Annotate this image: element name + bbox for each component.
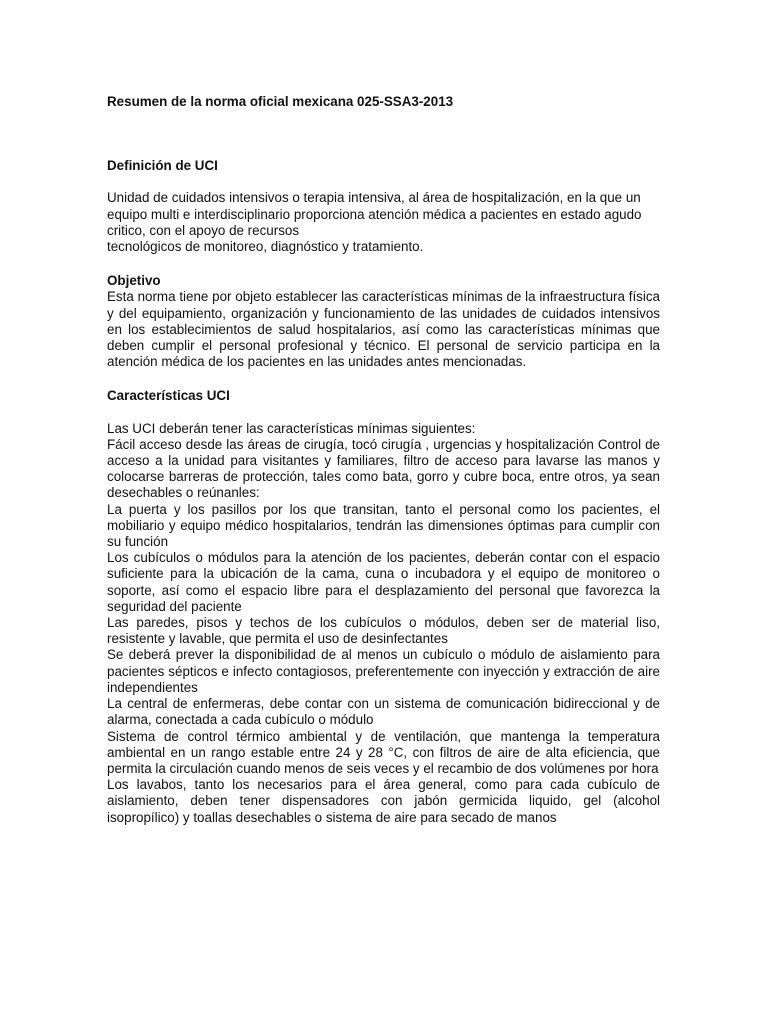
document-title: Resumen de la norma oficial mexicana 025-SSA3-2013 [107, 94, 454, 109]
caracteristica-item: La central de enfermeras, debe contar con un sistema de comunicación bidireccional y de alarma, conectada a cada cubículo o módulo [107, 696, 660, 728]
section-heading-objetivo: Objetivo [107, 273, 161, 289]
caracteristica-item: Los lavabos, tanto los necesarios para el área general, como para cada cubículo de aislamiento, deben tener dispensadores con jabón germicida liquido, gel (alcohol isopropílico) y toallas desechables o sistema de aire para secado de manos [107, 777, 660, 825]
caracteristica-item: Sistema de control térmico ambiental y de ventilación, que mantenga la temperatura ambiental en un rango estable entre 24 y 28 °C, con filtros de aire de alta eficiencia, que permita la circulación cuando menos de seis veces y el recambio de dos volúmenes por hora [107, 728, 660, 776]
caracteristica-item: Se deberá prever la disponibilidad de al menos un cubículo o módulo de aislamiento para pacientes sépticos e infecto contagiosos, preferentemente con inyección y extracción de aire independientes [107, 647, 660, 695]
section-heading-definicion: Definición de UCI [107, 158, 218, 174]
objetivo-text: Esta norma tiene por objeto establecer las características mínimas de la infraestructura física y del equipamiento, organización y funcionamiento de las unidades de cuidados intensivos en los establecimientos de salud hospitalarios, así como las características mínimas que deben cumplir el personal profesional y técnico. El personal de servicio participa en la atención médica de los pacientes en las unidades antes mencionadas. [107, 289, 660, 370]
definicion-text-line2: tecnológicos de monitoreo, diagnóstico y tratamiento. [107, 239, 424, 255]
caracteristica-item: Fácil acceso desde las áreas de cirugía, tocó cirugía , urgencias y hospitalización Control de acceso a la unidad para visitantes y familiares, filtro de acceso para lavarse las manos y colocarse barreras de protección, tales como bata, gorro y cubre boca, entre otros, ya sean desechables o reúnanles: [107, 436, 660, 501]
caracteristica-item: Los cubículos o módulos para la atención de los pacientes, deberán contar con el espacio suficiente para la ubicación de la cama, cuna o incubadora y el equipo de monitoreo o soporte, así como el espacio libre para el desplazamiento del personal que favorezca la seguridad del paciente [107, 550, 660, 614]
caracteristicas-intro: Las UCI deberán tener las características mínimas siguientes: [107, 420, 476, 436]
caracteristica-item: Las paredes, pisos y techos de los cubículos o módulos, deben ser de material liso, resistente y lavable, que permita el uso de desinfectantes [107, 615, 660, 647]
section-heading-caracteristicas: Características UCI [107, 388, 230, 404]
definicion-text-line1: Unidad de cuidados intensivos o terapia intensiva, al área de hospitalización, en la que un equipo multi e interdisciplinario proporciona atención médica a pacientes en estado agudo critico, con el apoyo de recursos [107, 190, 642, 238]
caracteristica-item: La puerta y los pasillos por los que transitan, tanto el personal como los pacientes, el mobiliario y equipo médico hospitalarios, tendrán las dimensiones óptimas para cumplir con su función [107, 501, 660, 550]
